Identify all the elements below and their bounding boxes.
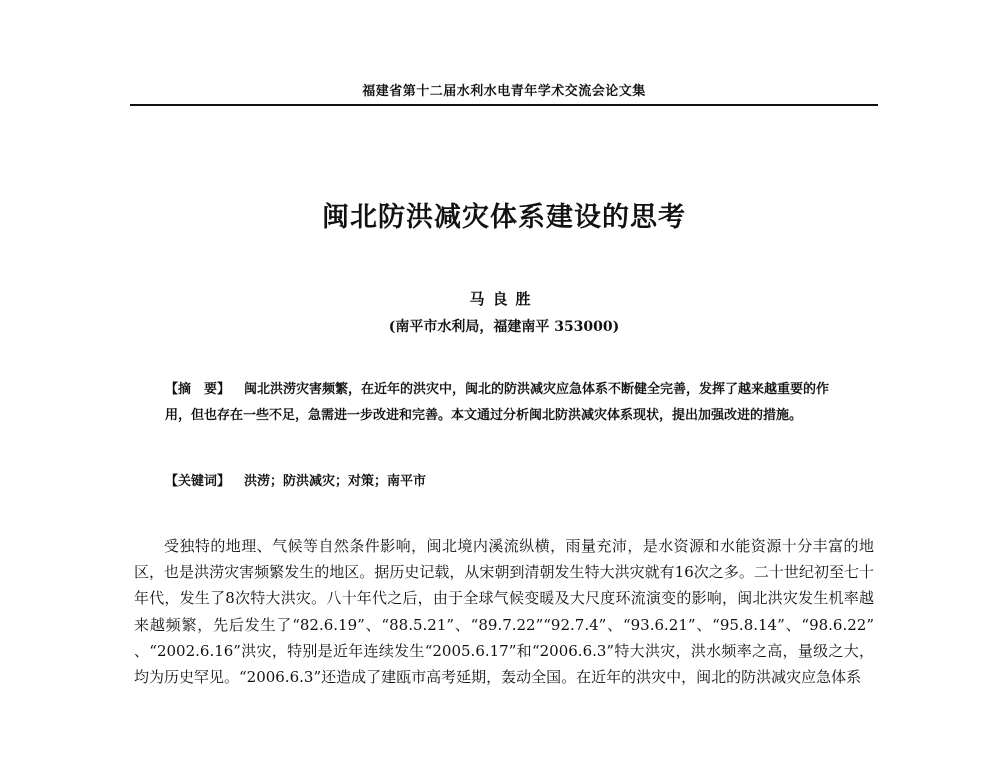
abstract [165,377,845,429]
abstract-text: 闽北洪涝灾害频繁，在近年的洪灾中，闽北的防洪减灾应急体系不断健全完善，发挥了越来越重要的作用，但也存在一些不足，急需进一步改进和完善。本文通过分析闽北防洪减灾体系现状，提出加强改进的措施。 [165,382,830,423]
paper-title: 闽北防洪减灾体系建设的思考 [322,202,686,233]
abstract-label: 【摘 要】 [165,382,231,397]
keywords [165,469,845,495]
author-affiliation: (南平市水利局，福建南平 353000) [388,319,620,335]
keywords-text: 洪涝；防洪减灾；对策；南平市 [244,474,427,489]
body-paragraph: 受独特的地理、气候等自然条件影响，闽北境内溪流纵横，雨量充沛，是水资源和水能资源十分丰富的地区，也是洪涝灾害频繁发生的地区。据历史记载，从宋朝到清朝发生特大洪灾就有16次之多。二十世纪初至七十年代，发生了8次特大洪灾。八十年代之后，由于全球气候变暖及大尺度环流演变的影响，闽北洪灾发生机率越来越频繁，先后发生了“82.6.19”、“88.5.21”、“89.7.22”“92.7.4”、“93.6.21”、“95.8.14”、“98.6.22” 、“2002.6.16”洪灾，特别是近年连续发生“2005.6.17”和“2006.6.3”特大洪灾，洪水频率之高，量级之大，均为历史罕见。“2006.6.3”还造成了建瓯市高考延期，轰动全国。在近年的洪灾中，闽北的防洪减灾应急体系 [134,537,874,687]
header-rule [130,104,878,106]
author-name: 马良胜 [469,290,539,308]
keywords-label: 【关键词】 [165,474,231,489]
running-header: 福建省第十二届水利水电青年学术交流会论文集 [362,84,646,99]
